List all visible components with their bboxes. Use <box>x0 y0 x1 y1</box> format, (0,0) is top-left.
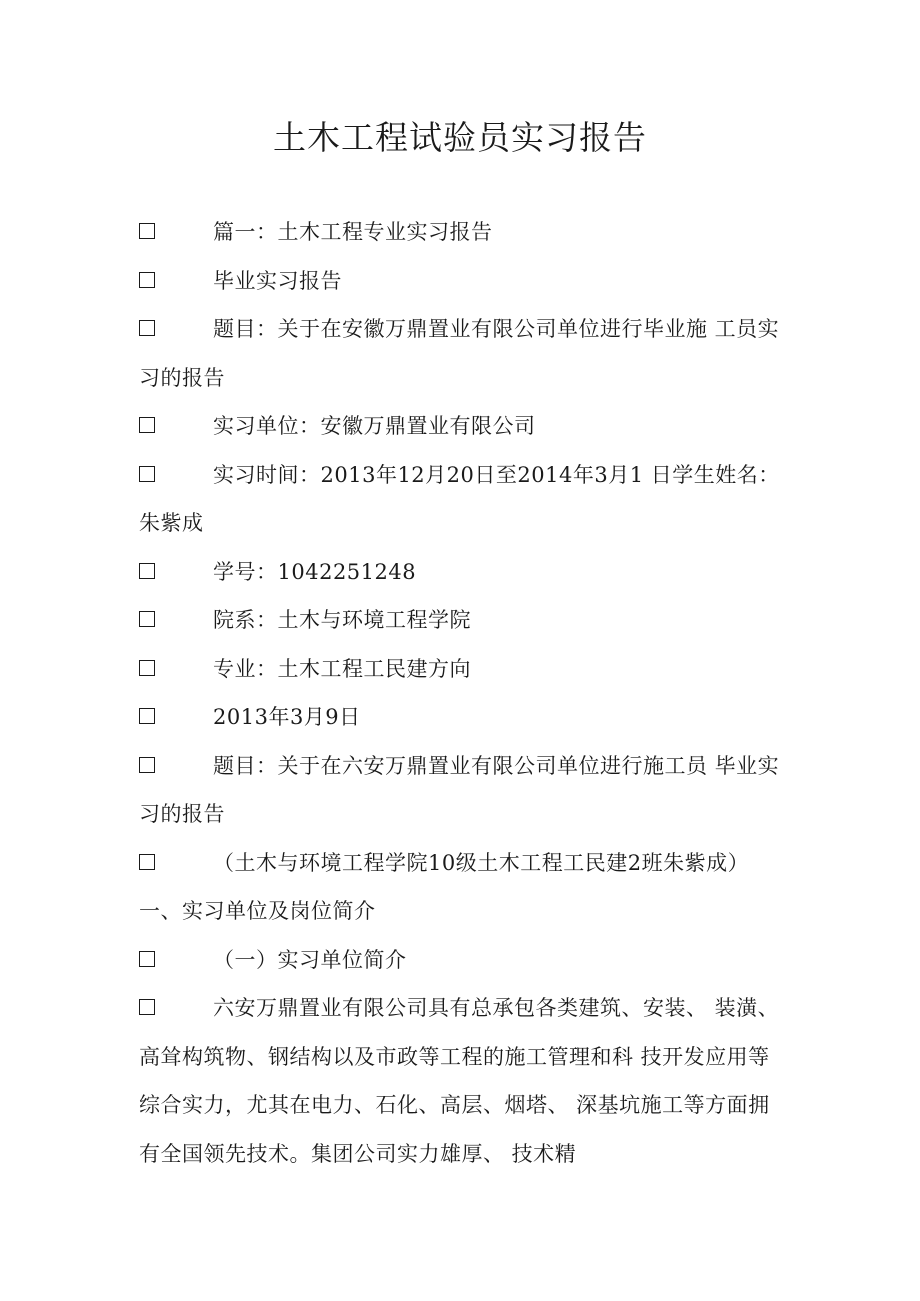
paragraph-2 <box>139 257 789 306</box>
paragraph-7 <box>139 596 789 645</box>
paragraph-11 <box>139 839 789 936</box>
paragraph-text: 学号：1042251248 <box>213 559 417 584</box>
paragraph-text: 院系：土木与环境工程学院 <box>213 608 471 632</box>
checkbox-icon <box>139 999 155 1015</box>
paragraph-text: 实习单位：安徽万鼎置业有限公司 <box>213 414 536 438</box>
paragraph-text: 实习时间：2013年12月20日至2014年3月1 日学生姓名：朱紫成 <box>139 462 780 535</box>
page-title: 土木工程试验员实习报告 <box>273 118 647 157</box>
paragraph-text: 毕业实习报告 <box>213 268 342 293</box>
paragraph-6 <box>139 548 789 597</box>
checkbox-icon <box>139 417 155 433</box>
checkbox-icon <box>139 757 155 773</box>
checkbox-icon <box>139 563 155 579</box>
paragraph-12 <box>139 936 789 985</box>
document-body <box>139 208 789 1178</box>
checkbox-icon <box>139 223 155 239</box>
paragraph-text: （土木与环境工程学院10级土木工程工民建2班朱紫成）一、实习单位及岗位简介 <box>139 850 750 923</box>
paragraph-10 <box>139 742 789 839</box>
paragraph-text: 篇一：土木工程专业实习报告 <box>213 220 493 244</box>
paragraph-text: 专业：土木工程工民建方向 <box>213 656 471 681</box>
checkbox-icon <box>139 272 155 288</box>
paragraph-text: 题目：关于在六安万鼎置业有限公司单位进行施工员 毕业实习的报告 <box>139 753 780 826</box>
paragraph-text: 题目：关于在安徽万鼎置业有限公司单位进行毕业施 工员实习的报告 <box>139 317 780 390</box>
paragraph-text: 六安万鼎置业有限公司具有总承包各类建筑、安装、 装潢、高耸构筑物、钢结构以及市政等工程的施工管理和科 技开发应用等综合实力，尤其在电力、石化、高层、烟塔、 深基坑施工等方面拥有全国领先技术。集团公司实力雄厚、 技术精 <box>139 996 780 1166</box>
checkbox-icon <box>139 320 155 336</box>
paragraph-8 <box>139 645 789 694</box>
paragraph-text: （一）实习单位简介 <box>213 947 407 972</box>
paragraph-4 <box>139 402 789 451</box>
paragraph-13 <box>139 984 789 1178</box>
checkbox-icon <box>139 854 155 870</box>
checkbox-icon <box>139 466 155 482</box>
paragraph-text: 2013年3月9日 <box>213 705 361 729</box>
paragraph-1 <box>139 208 789 257</box>
paragraph-5 <box>139 451 789 548</box>
checkbox-icon <box>139 611 155 627</box>
checkbox-icon <box>139 951 155 967</box>
checkbox-icon <box>139 708 155 724</box>
paragraph-3 <box>139 305 789 402</box>
paragraph-9 <box>139 693 789 742</box>
checkbox-icon <box>139 660 155 676</box>
